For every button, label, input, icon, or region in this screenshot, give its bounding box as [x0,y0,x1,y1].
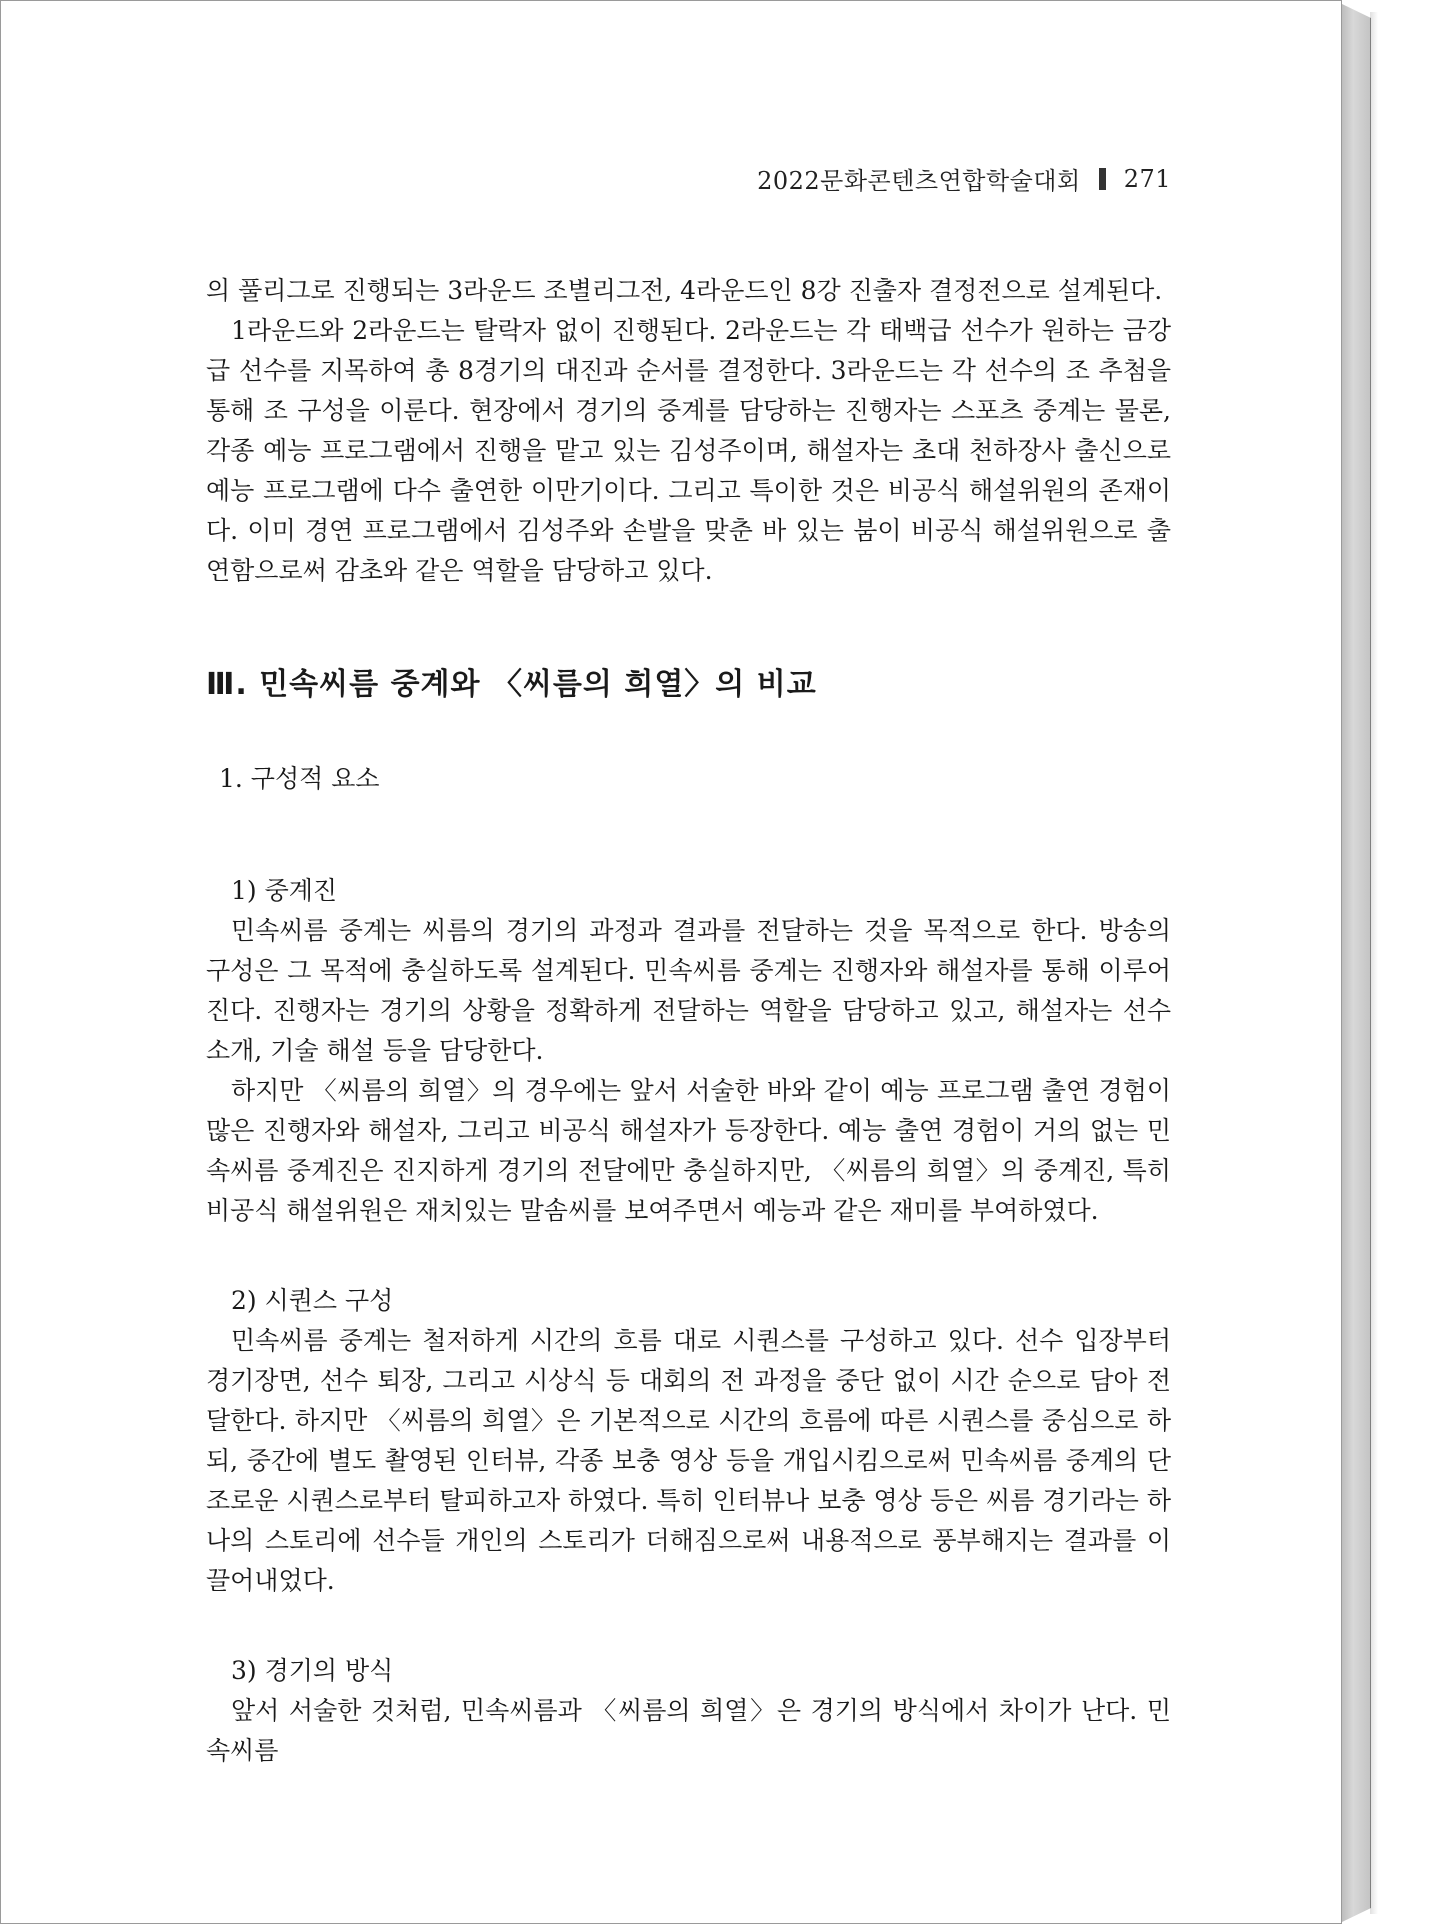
paragraph: 민속씨름 중계는 씨름의 경기의 과정과 결과를 전달하는 것을 목적으로 한다. 방송의 구성은 그 목적에 충실하도록 설계된다. 민속씨름 중계는 진행자와 해설자를 통해 이루어진다. 진행자는 경기의 상황을 정확하게 전달하는 역할을 담당하고 있고, 해설자는 선수 소개, 기술 해설 등을 담당한다. [206,916,1171,1065]
paragraph-continued: 의 풀리그로 진행되는 3라운드 조별리그전, 4라운드인 8강 진출자 결정전으로 설계된다. [206,276,1163,305]
section-title: Ⅲ. 민속씨름 중계와 〈씨름의 희열〉의 비교 [206,667,817,702]
subsection-heading: 1. 구성적 요소 [219,764,380,793]
subsubsection-heading: 2) 시퀀스 구성 [231,1286,394,1315]
running-title: 2022문화콘텐츠연합학술대회 [757,167,1081,195]
subsubsection-heading: 1) 중계진 [231,876,338,905]
page-body [206,271,1171,1771]
paragraph: 민속씨름 중계는 철저하게 시간의 흐름 대로 시퀀스를 구성하고 있다. 선수 입장부터 경기장면, 선수 퇴장, 그리고 시상식 등 대회의 전 과정을 중단 없이 시간 순으로 담아 전달한다. 하지만 〈씨름의 희열〉은 기본적으로 시간의 흐름에 따른 시퀀스를 중심으로 하되, 중간에 별도 촬영된 인터뷰, 각종 보충 영상 등을 개입시킴으로써 민속씨름 중계의 단조로운 시퀀스로부터 탈피하고자 하였다. 특히 인터뷰나 보충 영상 등은 씨름 경기라는 하나의 스토리에 선수들 개인의 스토리가 더해짐으로써 내용적으로 풍부해지는 결과를 이끌어내었다. [206,1326,1171,1595]
paragraph: 1라운드와 2라운드는 탈락자 없이 진행된다. 2라운드는 각 태백급 선수가 원하는 금강급 선수를 지목하여 총 8경기의 대진과 순서를 결정한다. 3라운드는 각 선수의 조 추첨을 통해 조 구성을 이룬다. 현장에서 경기의 중계를 담당하는 진행자는 스포츠 중계는 물론, 각종 예능 프로그램에서 진행을 맡고 있는 김성주이며, 해설자는 초대 천하장사 출신으로 예능 프로그램에 다수 출연한 이만기이다. 그리고 특이한 것은 비공식 해설위원의 존재이다. 이미 경연 프로그램에서 김성주와 손발을 맞춘 바 있는 붐이 비공식 해설위원으로 출연함으로써 감초와 같은 역할을 담당하고 있다. [206,316,1171,585]
paragraph: 앞서 서술한 것처럼, 민속씨름과 〈씨름의 희열〉은 경기의 방식에서 차이가 난다. 민속씨름 [206,1696,1171,1765]
book-page-edge [1342,4,1371,1922]
book-edge-shadow [1370,12,1378,1914]
subsubsection-heading: 3) 경기의 방식 [231,1656,394,1685]
header-separator-bar [1099,168,1106,190]
paragraph: 하지만 〈씨름의 희열〉의 경우에는 앞서 서술한 바와 같이 예능 프로그램 출연 경험이 많은 진행자와 해설자, 그리고 비공식 해설자가 등장한다. 예능 출연 경험이 거의 없는 민속씨름 중계진은 진지하게 경기의 전달에만 충실하지만, 〈씨름의 희열〉의 중계진, 특히 비공식 해설위원은 재치있는 말솜씨를 보여주면서 예능과 같은 재미를 부여하였다. [206,1076,1171,1225]
page-number: 271 [1123,164,1171,193]
running-header [757,161,1171,196]
